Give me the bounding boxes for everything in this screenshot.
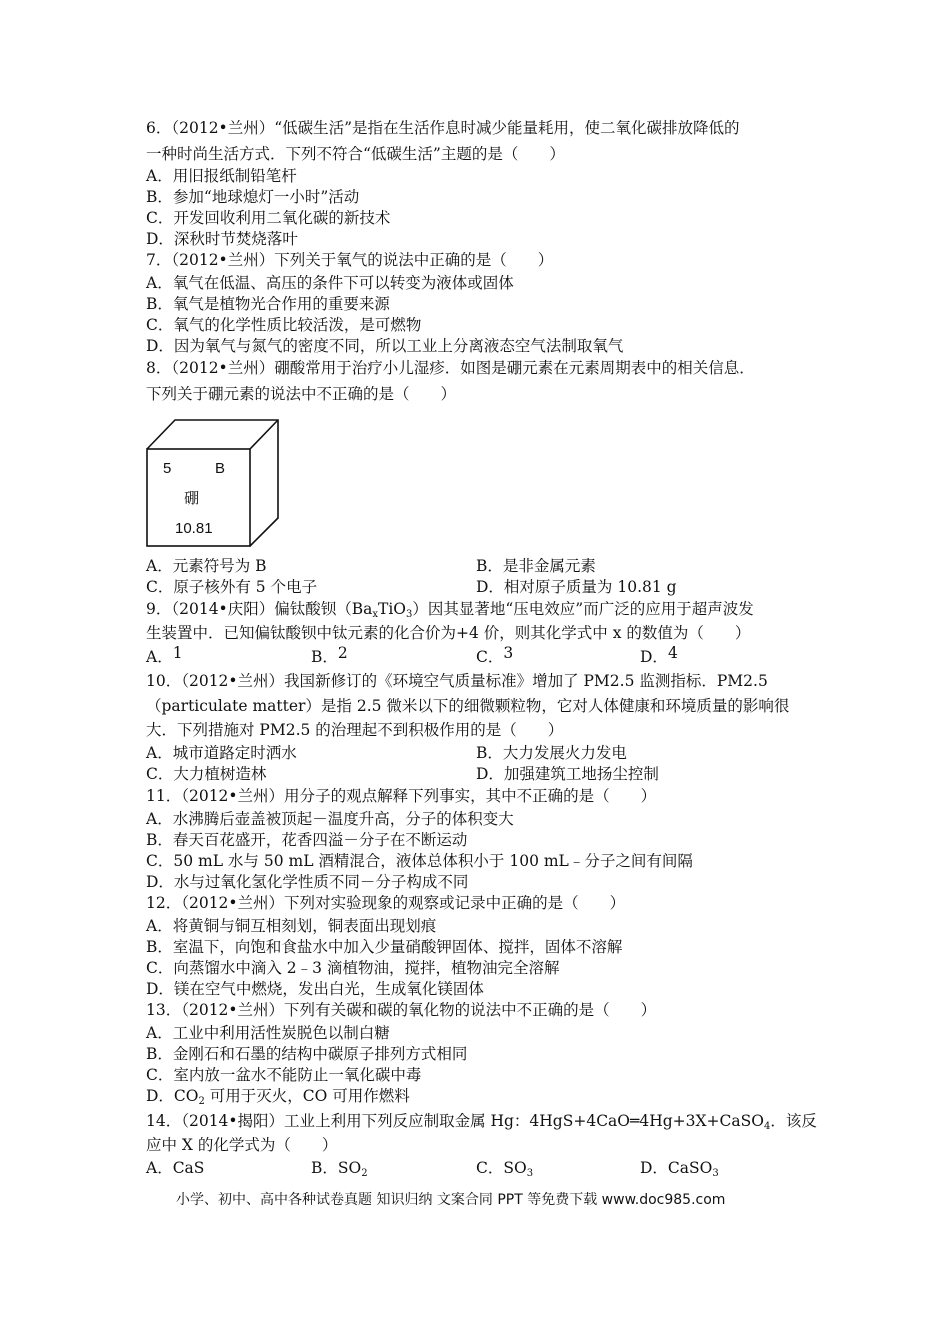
q14-option-d: D．CaSO$_3$	[640, 1159, 719, 1179]
q12-option-a: A．将黄铜与铜互相刻划，铜表面出现划痕	[146, 917, 437, 935]
q10-stem-line3: 大．下列措施对 PM2.5 的治理起不到积极作用的是（ ）	[146, 721, 564, 739]
q12-option-b: B．室温下，向饱和食盐水中加入少量硝酸钾固体、搅拌，固体不溶解	[146, 938, 623, 956]
q10-option-b: B．大力发展火力发电	[476, 744, 627, 762]
q6-option-c: C．开发回收利用二氧化碳的新技术	[146, 209, 391, 227]
q10-option-a: A．城市道路定时洒水	[146, 744, 297, 762]
q7-option-b: B．氧气是植物光合作用的重要来源	[146, 295, 390, 313]
q6-stem-line1: 6．（2012•兰州）“低碳生活”是指在生活作息时减少能量耗用，使二氧化碳排放降低的	[146, 119, 740, 137]
q13-option-d: D．$CO_2$ 可用于灭火，CO 可用作燃料	[146, 1087, 410, 1107]
q9-option-d: D．4	[640, 644, 678, 666]
element-name: 硼	[184, 489, 200, 507]
q14-stem-line2: 应中 X 的化学式为（ ）	[146, 1136, 338, 1154]
q10-option-c: C．大力植树造林	[146, 765, 267, 783]
q12-option-c: C．向蒸馏水中滴入 2﹣3 滴植物油，搅拌，植物油完全溶解	[146, 959, 560, 977]
q9-option-b: B．2	[311, 644, 348, 666]
q13-option-b: B．金刚石和石墨的结构中碳原子排列方式相同	[146, 1045, 468, 1063]
q13-stem-line1: 13．（2012•兰州）下列有关碳和碳的氧化物的说法中不正确的是（ ）	[146, 1001, 657, 1019]
q9-option-c: C．3	[476, 644, 514, 666]
q8-option-d: D．相对原子质量为 10.81 g	[476, 578, 677, 596]
q8-option-a: A．元素符号为 B	[146, 557, 267, 575]
q8-option-c: C．原子核外有 5 个电子	[146, 578, 318, 596]
element-number: 5	[163, 460, 172, 477]
q14-stem-line1: 14．（2014•揭阳）工业上利用下列反应制取金属 Hg：4HgS+4CaO═4Hg+3X+CaSO$_4$．该反	[146, 1112, 817, 1132]
q11-option-c: C．50 mL 水与 50 mL 酒精混合，液体总体积小于 100 mL﹣分子之间有间隔	[146, 852, 693, 870]
element-mass: 10.81	[175, 520, 213, 537]
boron-element-cube	[146, 418, 281, 552]
q7-option-a: A．氧气在低温、高压的条件下可以转变为液体或固体	[146, 274, 514, 292]
q6-option-a: A．用旧报纸制铅笔杆	[146, 167, 297, 185]
q14-option-b: B．$SO_2$	[311, 1159, 368, 1179]
q6-option-d: D．深秋时节焚烧落叶	[146, 230, 298, 248]
q9-stem-line2: 生装置中．已知偏钛酸钡中钛元素的化合价为+4 价，则其化学式中 x 的数值为（ ）	[146, 624, 751, 642]
q11-stem-line1: 11．（2012•兰州）用分子的观点解释下列事实，其中不正确的是（ ）	[146, 787, 657, 805]
q7-option-c: C．氧气的化学性质比较活泼，是可燃物	[146, 316, 422, 334]
q10-option-d: D．加强建筑工地扬尘控制	[476, 765, 659, 783]
q8-stem-line1: 8．（2012•兰州）硼酸常用于治疗小儿湿疹．如图是硼元素在元素周期表中的相关信息．	[146, 359, 755, 377]
q12-stem-line1: 12．（2012•兰州）下列对实验现象的观察或记录中正确的是（ ）	[146, 894, 626, 912]
q12-option-d: D．镁在空气中燃烧，发出白光，生成氧化镁固体	[146, 980, 484, 998]
q14-option-a: A．CaS	[146, 1159, 205, 1177]
q9-stem-line1: 9．（2014•庆阳）偏钛酸钡$(Ba_xTiO_3)$因其显著地“压电效应”而广泛的应用于超声波发	[146, 600, 754, 620]
q13-option-c: C．室内放一盆水不能防止一氧化碳中毒	[146, 1066, 422, 1084]
q8-stem-line2: 下列关于硼元素的说法中不正确的是（ ）	[146, 385, 457, 403]
q9-option-a: A．1	[146, 644, 183, 666]
element-symbol: B	[215, 460, 226, 477]
q7-stem-line1: 7．（2012•兰州）下列关于氧气的说法中正确的是（ ）	[146, 251, 554, 269]
q8-option-b: B．是非金属元素	[476, 557, 596, 575]
q11-option-a: A．水沸腾后壶盖被顶起－温度升高，分子的体积变大	[146, 810, 514, 828]
q10-stem-line1: 10．（2012•兰州）我国新修订的《环境空气质量标准》增加了 PM2.5 监测指标．PM2.5	[146, 672, 768, 690]
q6-stem-line2: 一种时尚生活方式．下列不符合“低碳生活”主题的是（ ）	[146, 145, 565, 163]
q11-option-b: B．春天百花盛开，花香四溢－分子在不断运动	[146, 831, 468, 849]
page-footer: 小学、初中、高中各种试卷真题 知识归纳 文案合同 PPT 等免费下载 www.doc985.com	[176, 1192, 726, 1208]
q14-option-c: C．$SO_3$	[476, 1159, 534, 1179]
q13-option-a: A．工业中利用活性炭脱色以制白糖	[146, 1024, 390, 1042]
q7-option-d: D．因为氧气与氮气的密度不同，所以工业上分离液态空气法制取氧气	[146, 337, 624, 355]
q6-option-b: B．参加“地球熄灯一小时”活动	[146, 188, 360, 206]
q10-stem-line2: （particulate matter）是指 2.5 微米以下的细微颗粒物，它对人体健康和环境质量的影响很	[146, 697, 790, 715]
q11-option-d: D．水与过氧化氢化学性质不同－分子构成不同	[146, 873, 469, 891]
